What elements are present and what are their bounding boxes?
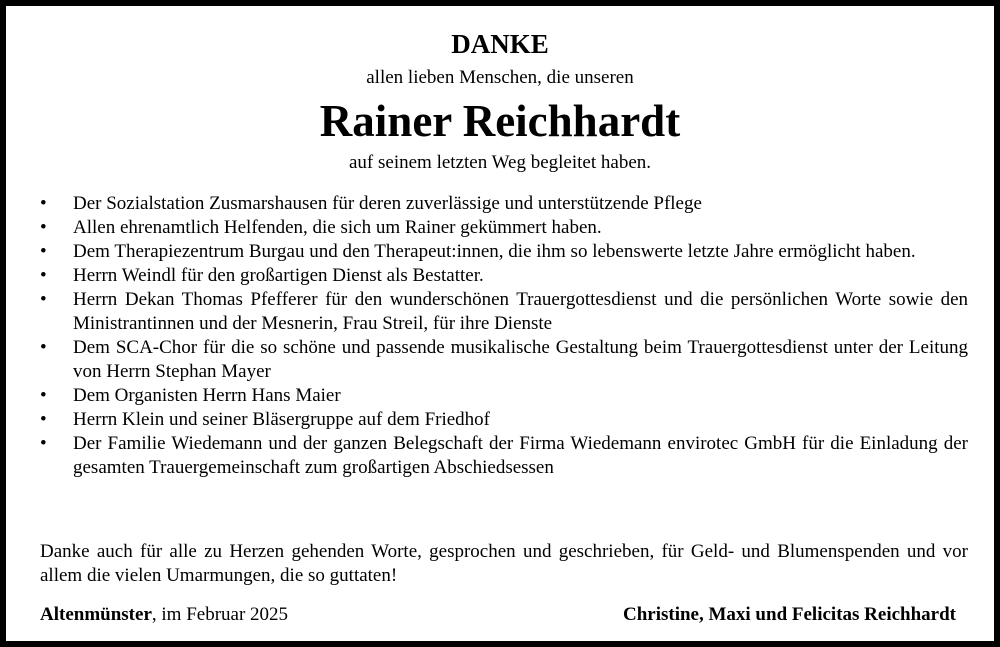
bullet-icon: • [40,433,47,454]
bullet-icon: • [40,193,47,214]
intro-line: allen lieben Menschen, die unseren [366,67,634,88]
list-item-text: Dem Therapiezentrum Burgau und den Therapeut:innen, die ihm so lebenswerte letzte Jahre ermöglicht haben. [73,241,916,262]
list-item [40,408,968,432]
bullet-icon: • [40,289,47,310]
list-item-text: Herrn Weindl für den großartigen Dienst als Bestatter. [73,265,484,286]
notice-title: DANKE [451,29,549,59]
closing-paragraph: Danke auch für alle zu Herzen gehenden Worte, gesprochen und geschrieben, für Geld- und Blumenspenden und vor allem die vielen Umarmungen, die so guttaten! [40,541,968,586]
list-item-text: Der Sozialstation Zusmarshausen für deren zuverlässige und unterstützende Pflege [73,193,702,214]
bullet-icon: • [40,217,47,238]
list-item-text: Allen ehrenamtlich Helfenden, die sich um Rainer gekümmert haben. [73,217,602,238]
list-item-text: Herrn Dekan Thomas Pfefferer für den wunderschönen Trauergottesdienst und die persönlichen Worte sowie den Ministrantinnen und der Mesnerin, Frau Streil, für ihre Dienste [73,289,968,334]
place-name: Altenmünster [40,604,152,625]
bullet-icon: • [40,241,47,262]
list-item-text: Der Familie Wiedemann und der ganzen Belegschaft der Firma Wiedemann envirotec GmbH für die Einladung der gesamten Trauergemeinschaft zum großartigen Abschiedsessen [73,433,968,478]
list-item [40,192,968,216]
list-item [40,216,968,240]
list-item [40,384,968,408]
bullet-icon: • [40,409,47,430]
bullet-icon: • [40,337,47,358]
bullet-icon: • [40,385,47,406]
place-date [40,603,288,627]
list-item [40,336,968,384]
list-item-text: Dem Organisten Herrn Hans Maier [73,385,341,406]
list-item [40,264,968,288]
date-text: , im Februar 2025 [151,604,289,625]
list-item [40,432,968,480]
list-item [40,288,968,336]
list-item [40,240,968,264]
deceased-name: Rainer Reichhardt [319,96,681,146]
thanks-list [40,192,968,480]
signers: Christine, Maxi und Felicitas Reichhardt [622,604,956,625]
bullet-icon: • [40,265,47,286]
list-item-text: Dem SCA-Chor für die so schöne und passende musikalische Gestaltung beim Trauergottesdienst unter der Leitung von Herrn Stephan Mayer [73,337,968,382]
list-item-text: Herrn Klein und seiner Bläsergruppe auf dem Friedhof [73,409,490,430]
outro-line: auf seinem letzten Weg begleitet haben. [349,152,651,173]
